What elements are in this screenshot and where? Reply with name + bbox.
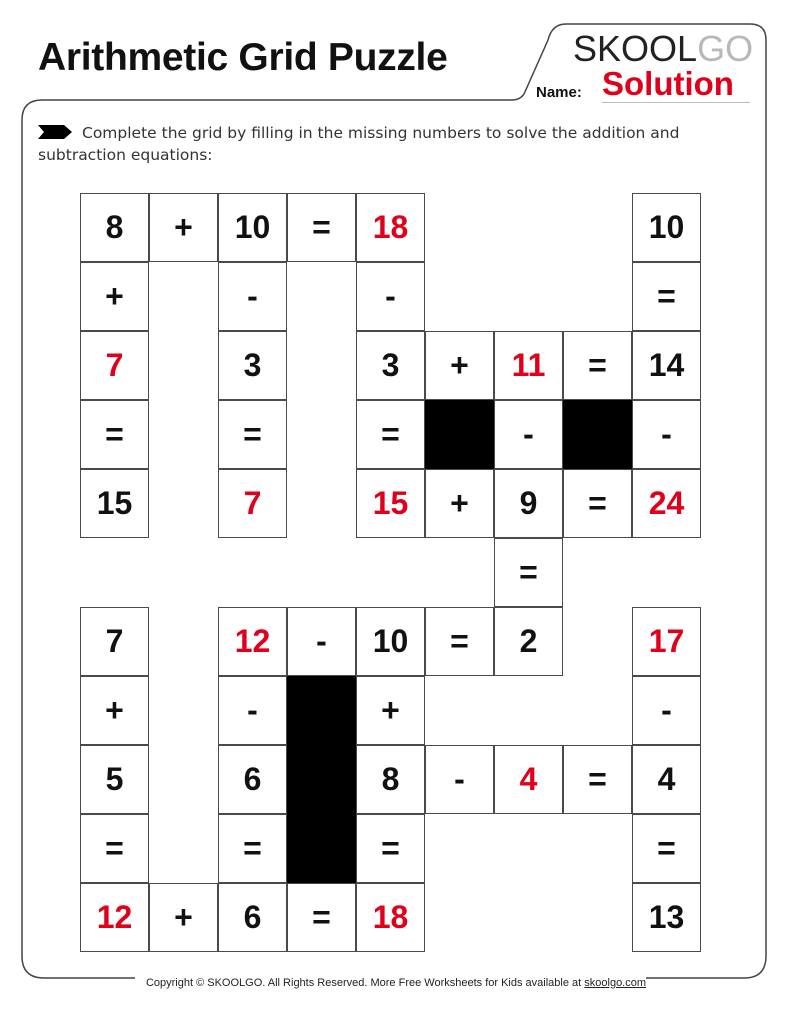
operator-cell: = [632, 262, 701, 331]
given-number-cell: 6 [218, 883, 287, 952]
given-number-cell: 10 [218, 193, 287, 262]
blocked-cell [563, 400, 632, 469]
answer-cell[interactable]: 11 [494, 331, 563, 400]
operator-cell: = [80, 814, 149, 883]
operator-cell: = [425, 607, 494, 676]
instructions [38, 122, 758, 166]
operator-cell: = [632, 814, 701, 883]
logo-prefix: SKOOL [573, 28, 698, 69]
operator-cell: = [287, 883, 356, 952]
given-number-cell: 3 [218, 331, 287, 400]
name-label: Name: [536, 84, 582, 101]
given-number-cell: 4 [632, 745, 701, 814]
given-number-cell: 10 [632, 193, 701, 262]
given-number-cell: 15 [80, 469, 149, 538]
answer-cell[interactable]: 15 [356, 469, 425, 538]
given-number-cell: 8 [356, 745, 425, 814]
given-number-cell: 3 [356, 331, 425, 400]
blocked-cell [425, 400, 494, 469]
operator-cell: - [218, 262, 287, 331]
answer-cell[interactable]: 18 [356, 193, 425, 262]
blocked-cell [287, 745, 356, 814]
footer [0, 977, 792, 989]
operator-cell: - [356, 262, 425, 331]
copyright-text: Copyright © SKOOLGO. All Rights Reserved. More Free Worksheets for Kids available at [145, 977, 585, 989]
operator-cell: = [356, 814, 425, 883]
answer-cell[interactable]: 12 [218, 607, 287, 676]
given-number-cell: 13 [632, 883, 701, 952]
given-number-cell: 7 [80, 607, 149, 676]
operator-cell: = [287, 193, 356, 262]
operator-cell: - [632, 400, 701, 469]
operator-cell: - [494, 400, 563, 469]
given-number-cell: 2 [494, 607, 563, 676]
operator-cell: = [494, 538, 563, 607]
blocked-cell [287, 676, 356, 745]
operator-cell: = [218, 814, 287, 883]
answer-cell[interactable]: 4 [494, 745, 563, 814]
skoolgo-logo [573, 28, 753, 70]
operator-cell: = [80, 400, 149, 469]
given-number-cell: 8 [80, 193, 149, 262]
operator-cell: + [149, 193, 218, 262]
operator-cell: + [356, 676, 425, 745]
operator-cell: + [80, 676, 149, 745]
answer-cell[interactable]: 18 [356, 883, 425, 952]
instructions-text: Complete the grid by filling in the missing numbers to solve the addition and subtraction equations: [38, 124, 680, 164]
page-title: Arithmetic Grid Puzzle [38, 36, 448, 79]
operator-cell: + [149, 883, 218, 952]
footer-link[interactable]: skoolgo.com [584, 977, 647, 989]
logo-suffix: GO [697, 28, 754, 69]
answer-cell[interactable]: 7 [218, 469, 287, 538]
answer-cell[interactable]: 24 [632, 469, 701, 538]
operator-cell: - [287, 607, 356, 676]
operator-cell: + [80, 262, 149, 331]
blocked-cell [287, 814, 356, 883]
arrow-bullet-icon [38, 125, 72, 139]
answer-cell[interactable]: 17 [632, 607, 701, 676]
answer-cell[interactable]: 7 [80, 331, 149, 400]
operator-cell: - [632, 676, 701, 745]
operator-cell: + [425, 331, 494, 400]
operator-cell: = [218, 400, 287, 469]
given-number-cell: 5 [80, 745, 149, 814]
operator-cell: - [218, 676, 287, 745]
given-number-cell: 6 [218, 745, 287, 814]
operator-cell: = [563, 745, 632, 814]
given-number-cell: 9 [494, 469, 563, 538]
given-number-cell: 10 [356, 607, 425, 676]
operator-cell: + [425, 469, 494, 538]
name-field[interactable]: Solution [602, 66, 750, 103]
answer-cell[interactable]: 12 [80, 883, 149, 952]
operator-cell: - [425, 745, 494, 814]
operator-cell: = [563, 331, 632, 400]
operator-cell: = [563, 469, 632, 538]
given-number-cell: 14 [632, 331, 701, 400]
operator-cell: = [356, 400, 425, 469]
